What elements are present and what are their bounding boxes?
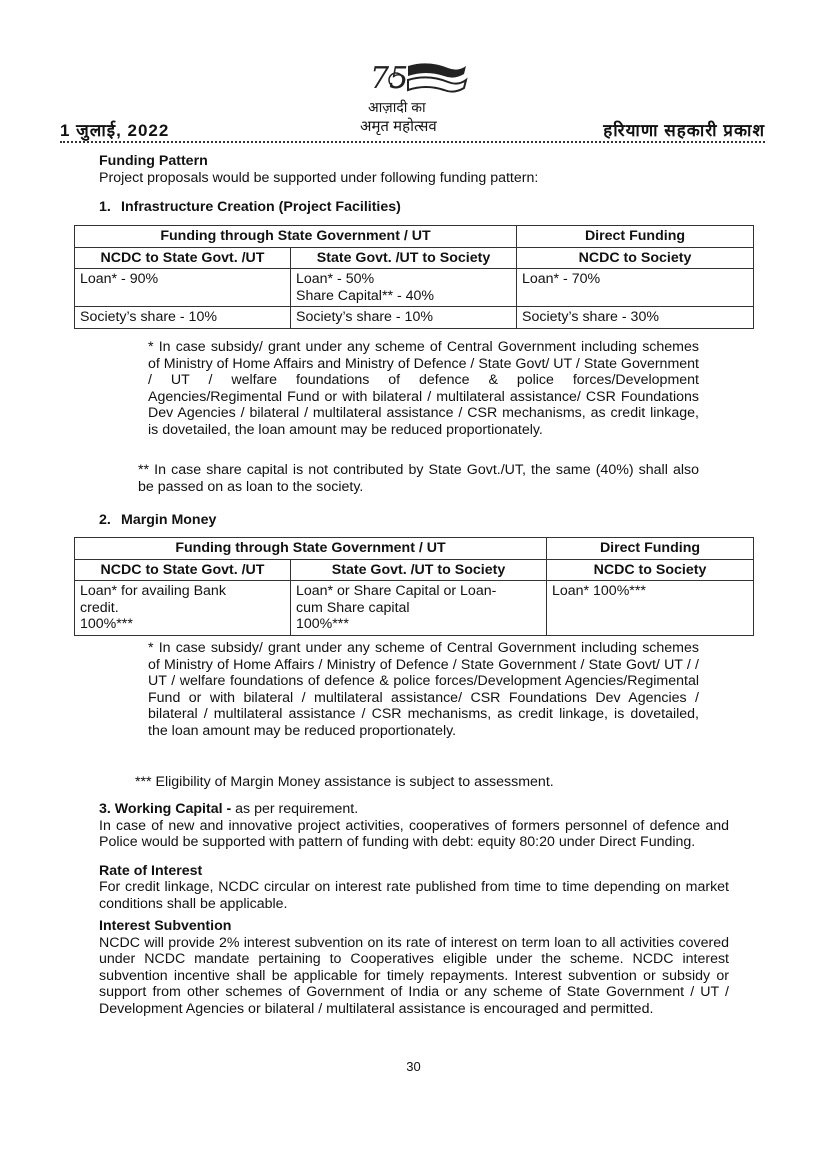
section2-heading-block: [99, 512, 729, 529]
table-row: [75, 247, 754, 269]
funding-pattern-title: Funding Pattern: [99, 153, 208, 169]
section3-block: [99, 801, 729, 1017]
section2-footnote-1: * In case subsidy/ grant under any scheme of Central Government including schemes of Ministry of Home Affairs / Ministry of Defence / State Government / State Govt/ UT / / UT / welfare foundations of defence & police forces/Development Agencies/Regimental Fund or with bilateral / multilateral assistance/ CSR Foundations Dev Agencies / bilateral / multilateral assistance / CSR mechanisms, as credit linkage, is dovetailed, the loan amount may be reduced proportionately.: [148, 640, 699, 739]
table-cell: Loan* 100%***: [547, 581, 754, 636]
col-header: NCDC to Society: [517, 247, 754, 269]
logo-text-line2: अमृत महोत्सव: [360, 118, 437, 135]
interest-subvention-title: Interest Subvention: [99, 918, 232, 934]
section3-text: In case of new and innovative project activities, cooperatives of formers personnel of defence and Police would be supported with pattern of funding with debt: equity 80:20 under Direct Funding.: [99, 817, 729, 850]
table-row: [75, 559, 754, 581]
flag-75-icon: [368, 58, 468, 100]
section2-footnote-2: *** Eligibility of Margin Money assistance is subject to assessment.: [135, 774, 554, 790]
issue-date: 1 जुलाई, 2022: [60, 121, 170, 140]
col-header: NCDC to State Govt. /UT: [75, 559, 291, 581]
col-header: NCDC to State Govt. /UT: [75, 247, 291, 269]
table-cell: Loan* - 70%: [517, 269, 754, 307]
svg-text:75: 75: [370, 61, 409, 96]
rate-of-interest-text: For credit linkage, NCDC circular on interest rate published from time to time depending on market conditions shall be applicable.: [99, 879, 729, 912]
group-header-state: Funding through State Government / UT: [75, 226, 517, 248]
publication-name: हरियाणा सहकारी प्रकाश: [603, 121, 765, 140]
azadi-ka-amrit-mahotsav-logo: [360, 58, 480, 138]
table-row: [75, 581, 754, 636]
table-cell: Loan* - 50% Share Capital** - 40%: [291, 269, 517, 307]
table-cell: Society’s share - 30%: [517, 307, 754, 329]
section3-heading: 3. Working Capital - as per requirement.: [99, 801, 359, 817]
table-cell: Society’s share - 10%: [291, 307, 517, 329]
table-row: [75, 307, 754, 329]
table-cell: Loan* or Share Capital or Loan- cum Share capital 100%***: [291, 581, 547, 636]
group-header-state: Funding through State Government / UT: [75, 538, 547, 560]
header-divider: [60, 141, 765, 143]
interest-subvention-text: NCDC will provide 2% interest subvention on its rate of interest on term loan to all activities covered under NCDC mandate pertaining to Cooperatives eligible under the scheme. NCDC interest subvention incentive shall be applicable for timely repayments. Interest subvention or subsidy or support from other schemes of Government of India or any scheme of State Government / UT / Development Agencies or bilateral / multilateral assistance is encouraged and permitted.: [99, 934, 729, 1017]
section1-heading: 1. Infrastructure Creation (Project Facilities): [99, 199, 401, 215]
table-cell: Loan* for availing Bank credit. 100%***: [75, 581, 291, 636]
margin-money-table: [74, 537, 754, 636]
col-header: State Govt. /UT to Society: [291, 559, 547, 581]
page-header: [60, 58, 765, 148]
infrastructure-funding-table: [74, 225, 754, 329]
page-number: 30: [406, 1059, 421, 1074]
col-header: State Govt. /UT to Society: [291, 247, 517, 269]
table-cell: Society’s share - 10%: [75, 307, 291, 329]
section2-heading: 2. Margin Money: [99, 512, 217, 528]
col-header: NCDC to Society: [547, 559, 754, 581]
funding-pattern-intro: Project proposals would be supported under following funding pattern:: [99, 169, 539, 186]
table-row: [75, 269, 754, 307]
group-header-direct: Direct Funding: [547, 538, 754, 560]
funding-pattern-block: [99, 153, 729, 216]
table-row: [75, 538, 754, 560]
table-row: [75, 226, 754, 248]
table-cell: Loan* - 90%: [75, 269, 291, 307]
section1-footnote-1: * In case subsidy/ grant under any scheme of Central Government including schemes of Ministry of Home Affairs and Ministry of Defence / State Govt/ UT / State Government / UT / welfare foundations of defence & police forces/Development Agencies/Regimental Fund or with bilateral / multilateral assistance/ CSR Foundations Dev Agencies / bilateral / multilateral assistance / CSR mechanisms, as credit linkage, is dovetailed, the loan amount may be reduced proportionately.: [148, 339, 699, 438]
rate-of-interest-title: Rate of Interest: [99, 862, 203, 879]
section1-footnote-2: ** In case share capital is not contributed by State Govt./UT, the same (40%) shall also be passed on as loan to the society.: [138, 462, 699, 495]
logo-text-line1: आज़ादी का: [368, 99, 426, 115]
group-header-direct: Direct Funding: [517, 226, 754, 248]
